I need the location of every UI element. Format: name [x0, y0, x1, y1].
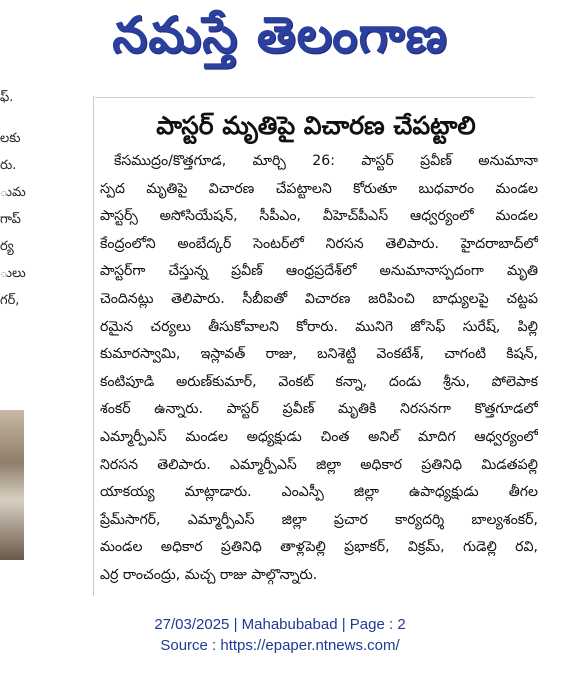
article-line: ఎర్ర రాంచంద్రు, మచ్చ రాజు పాల్గొన్నారు. [100, 566, 318, 583]
headline-rule [95, 97, 535, 98]
source-url: Source : https://epaper.ntnews.com/ [160, 637, 400, 654]
fragment-2: రు. [0, 158, 17, 173]
article-line: కంటిపూడి అరుణ్‌కుమార్, వెంకట్ కన్నా, దండు శ్రీను, పోలెపాక [100, 373, 538, 390]
fragment-3: ుమ [0, 185, 26, 200]
article-line: యాకయ్య మాట్లాడారు. ఎంఎస్పీ జిల్లా ఉపాధ్యక్షుడు తీగల [100, 484, 538, 501]
article-line: కుమారస్వామి, ఇస్లావత్ రాజు, బనిశెట్టి వెంకటేశ్, చాగంటి కిషన్, [100, 346, 538, 363]
article-line: ఎమ్మార్పీఎస్ మండల అధ్యక్షుడు చింత అనిల్ మాదిగ ఆధ్వర్యంలో [100, 428, 538, 445]
adjacent-photo [0, 410, 24, 560]
article-line: మండల అధికార ప్రతినిధి తాళ్లపెల్లి ప్రభాకర్, విక్రమ్, గుడెల్లి రవి, [100, 539, 538, 556]
article-line: స్పద మృతిపై విచారణ చేపట్టాలని కోరుతూ బుధవారం మండల [100, 180, 538, 197]
newspaper-masthead: నమస్తే తెలంగాణ [112, 5, 448, 64]
article-line: శంకర్ ఉన్నారు. పాస్టర్ ప్రవీణ్ మృతికి నిరసనగా కొత్తగూడలో [100, 401, 538, 418]
article-line: చెందినట్లు తెలిపారు. సీబీఐతో విచారణ జరిపించి బాధ్యులపై చట్టప [100, 290, 538, 307]
column-divider [93, 96, 94, 596]
article-line: రమైన చర్యలు తీసుకోవాలని కోరారు. మునిగె జోసెఫ్ సురేష్, పిల్లి [100, 318, 538, 335]
article-headline: పాస్టర్ మృతిపై విచారణ చేపట్టాలి [156, 111, 476, 140]
fragment-6: ులు [0, 266, 26, 281]
article-line: పాస్టర్స్ అసోసియేషన్, సీపీఎం, వీహెచ్‌పీఎస్ ఆధ్వర్యంలో మండల [100, 208, 538, 225]
article-line: కేంద్రంలోని అంబేద్కర్ సెంటర్‌లో నిరసన తెలిపారు. హైదరాబాద్‌లో [100, 235, 538, 252]
article-line: పాస్టర్‌గా చేస్తున్న ప్రవీణ్ ఆంధ్రప్రదేశ్‌లో అనుమానాస్పదంగా మృతి [100, 263, 538, 280]
fragment-4: గాప్ [0, 212, 21, 227]
fragment-0: ఫ్. [0, 90, 14, 105]
fragment-5: ర్య [0, 239, 14, 254]
article-line: ప్రేమ్‌సాగర్, ఎమ్మార్పీఎస్ జిల్లా ప్రచార కార్యదర్శి బాల్యశంకర్, [100, 511, 538, 528]
article-line: కేసముద్రం/కొత్తగూడ, మార్చి 26: పాస్టర్ ప్రవీణ్ అనుమానా [114, 153, 538, 169]
fragment-7: గర్, [0, 293, 20, 308]
article-body [100, 148, 538, 594]
fragment-1: లకు [0, 131, 21, 146]
edition-info: 27/03/2025 | Mahabubabad | Page : 2 [154, 616, 406, 633]
article-line: నిరసన తెలిపారు. ఎమ్మార్పీఎస్ జిల్లా అధికార ప్రతినిధి మిడతపల్లి [100, 456, 538, 473]
